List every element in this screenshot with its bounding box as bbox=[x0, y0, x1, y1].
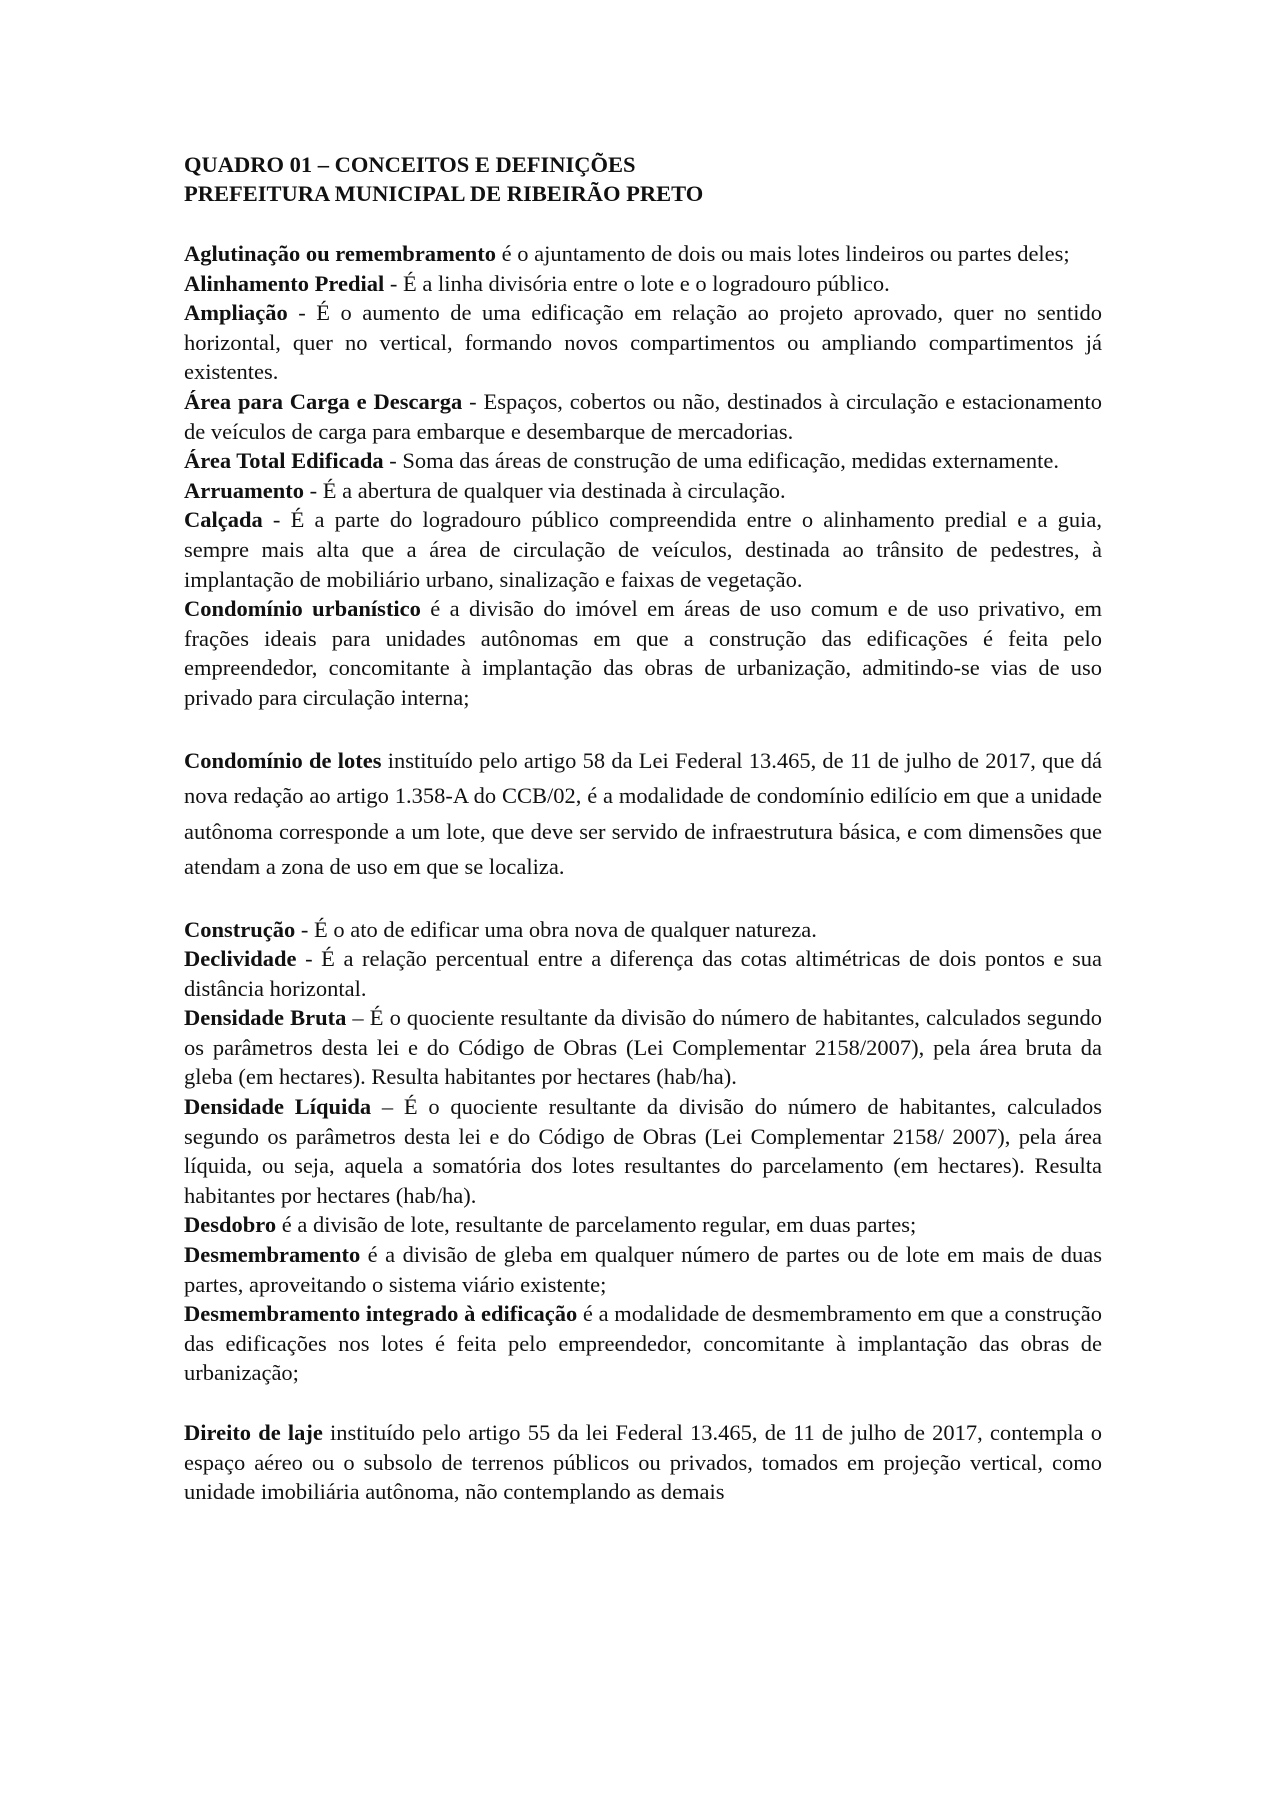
definition-paragraph bbox=[184, 239, 1102, 269]
heading-line-2: PREFEITURA MUNICIPAL DE RIBEIRÃO PRETO bbox=[184, 181, 704, 206]
definition-paragraph bbox=[184, 269, 1102, 299]
definition-text: - É a linha divisória entre o lote e o logradouro público. bbox=[384, 270, 890, 296]
definition-term: Alinhamento Predial bbox=[184, 270, 385, 296]
definition-term: Área Total Edificada bbox=[184, 448, 384, 474]
definition-paragraph bbox=[184, 387, 1102, 446]
definition-term: Construção bbox=[184, 916, 296, 942]
definition-term: Área para Carga e Descarga bbox=[184, 388, 463, 414]
definition-paragraph bbox=[184, 476, 1102, 506]
definition-text: instituído pelo artigo 55 da lei Federal 13.465, de 11 de julho de 2017, contempla o espaço aéreo ou o subsolo de terrenos públicos ou privados, tomados em projeção vertical, como unidade imobiliária autônoma, não contemplando as demais bbox=[184, 1420, 1102, 1505]
definition-paragraph bbox=[184, 1299, 1102, 1388]
definition-term: Declividade bbox=[184, 946, 297, 972]
definition-term: Desmembramento bbox=[184, 1242, 361, 1268]
definition-text: – É o quociente resultante da divisão do número de habitantes, calculados segundo os parâmetros desta lei e do Código de Obras (Lei Complementar 2158/ 2007), pela área líquida, ou seja, aquela a somatória dos lotes resultantes do parcelamento (em hectares). Resulta habitantes por hectares (hab/ha). bbox=[184, 1094, 1102, 1208]
definition-paragraph bbox=[184, 915, 1102, 945]
definition-term: Arruamento bbox=[184, 477, 304, 503]
document-heading bbox=[184, 150, 1102, 208]
definition-paragraph bbox=[184, 298, 1102, 387]
definition-term: Aglutinação ou remembramento bbox=[184, 241, 497, 266]
definition-paragraph bbox=[184, 1210, 1102, 1240]
definition-paragraph bbox=[184, 1418, 1102, 1507]
definition-term: Calçada bbox=[184, 507, 263, 533]
definition-text: - É a abertura de qualquer via destinada à circulação. bbox=[303, 477, 786, 503]
definition-term: Ampliação bbox=[184, 300, 288, 326]
definition-text: é a divisão de lote, resultante de parcelamento regular, em duas partes; bbox=[276, 1212, 917, 1238]
definition-text: - É o ato de edificar uma obra nova de qualquer natureza. bbox=[295, 916, 817, 942]
definition-text: é a modalidade de desmembramento em que a construção das edificações nos lotes é feita pelo empreendedor, concomitante à implantação das obras de urbanização; bbox=[184, 1301, 1102, 1386]
definition-paragraph bbox=[184, 743, 1102, 885]
definition-text: - É a relação percentual entre a diferença das cotas altimétricas de dois pontos e sua distância horizontal. bbox=[184, 946, 1102, 1001]
definition-term: Desdobro bbox=[184, 1212, 277, 1238]
definition-term: Direito de laje bbox=[184, 1420, 323, 1445]
definition-text: – É o quociente resultante da divisão do número de habitantes, calculados segundo os parâmetros desta lei e do Código de Obras (Lei Complementar 2158/2007), pela área bruta da gleba (em hectares). Resulta habitantes por hectares (hab/ha). bbox=[184, 1005, 1102, 1090]
definition-text: - Soma das áreas de construção de uma edificação, medidas externamente. bbox=[383, 448, 1059, 474]
definition-term: Condomínio urbanístico bbox=[184, 596, 421, 622]
definition-term: Desmembramento integrado à edificação bbox=[184, 1301, 578, 1327]
document-page bbox=[184, 150, 1102, 1507]
definition-paragraph bbox=[184, 446, 1102, 476]
definition-text: - É o aumento de uma edificação em relação ao projeto aprovado, quer no sentido horizontal, quer no vertical, formando novos compartimentos ou ampliando compartimentos já existentes. bbox=[184, 300, 1102, 385]
definition-paragraph bbox=[184, 1240, 1102, 1299]
definition-term: Condomínio de lotes bbox=[184, 747, 382, 773]
definition-paragraph bbox=[184, 944, 1102, 1003]
definition-text: é a divisão do imóvel em áreas de uso comum e de uso privativo, em frações ideais para unidades autônomas em que a construção das edificações é feita pelo empreendedor, concomitante à implantação das obras de urbanização, admitindo-se vias de uso privado para circulação interna; bbox=[184, 596, 1102, 710]
definition-paragraph bbox=[184, 594, 1102, 712]
definition-paragraph bbox=[184, 505, 1102, 594]
definition-paragraph bbox=[184, 1003, 1102, 1092]
definition-paragraph bbox=[184, 1092, 1102, 1210]
definition-text: instituído pelo artigo 58 da Lei Federal 13.465, de 11 de julho de 2017, que dá nova redação ao artigo 1.358-A do CCB/02, é a modalidade de condomínio edilício em que a unidade autônoma corresponde a um lote, que deve ser servido de infraestrutura básica, e com dimensões que atendam a zona de uso em que se localiza. bbox=[184, 747, 1102, 879]
definition-text: - É a parte do logradouro público compreendida entre o alinhamento predial e a guia, sempre mais alta que a área de circulação de veículos, destinada ao trânsito de pedestres, à implantação de mobiliário urbano, sinalização e faixas de vegetação. bbox=[184, 507, 1102, 592]
definition-text: é o ajuntamento de dois ou mais lotes lindeiros ou partes deles; bbox=[496, 241, 1070, 266]
definition-term: Densidade Líquida bbox=[184, 1094, 372, 1120]
definition-text: é a divisão de gleba em qualquer número de partes ou de lote em mais de duas partes, aproveitando o sistema viário existente; bbox=[184, 1242, 1102, 1297]
definition-text: - Espaços, cobertos ou não, destinados à circulação e estacionamento de veículos de carga para embarque e desembarque de mercadorias. bbox=[184, 388, 1102, 444]
definition-term: Densidade Bruta bbox=[184, 1005, 347, 1031]
heading-line-1: QUADRO 01 – CONCEITOS E DEFINIÇÕES bbox=[184, 152, 636, 177]
